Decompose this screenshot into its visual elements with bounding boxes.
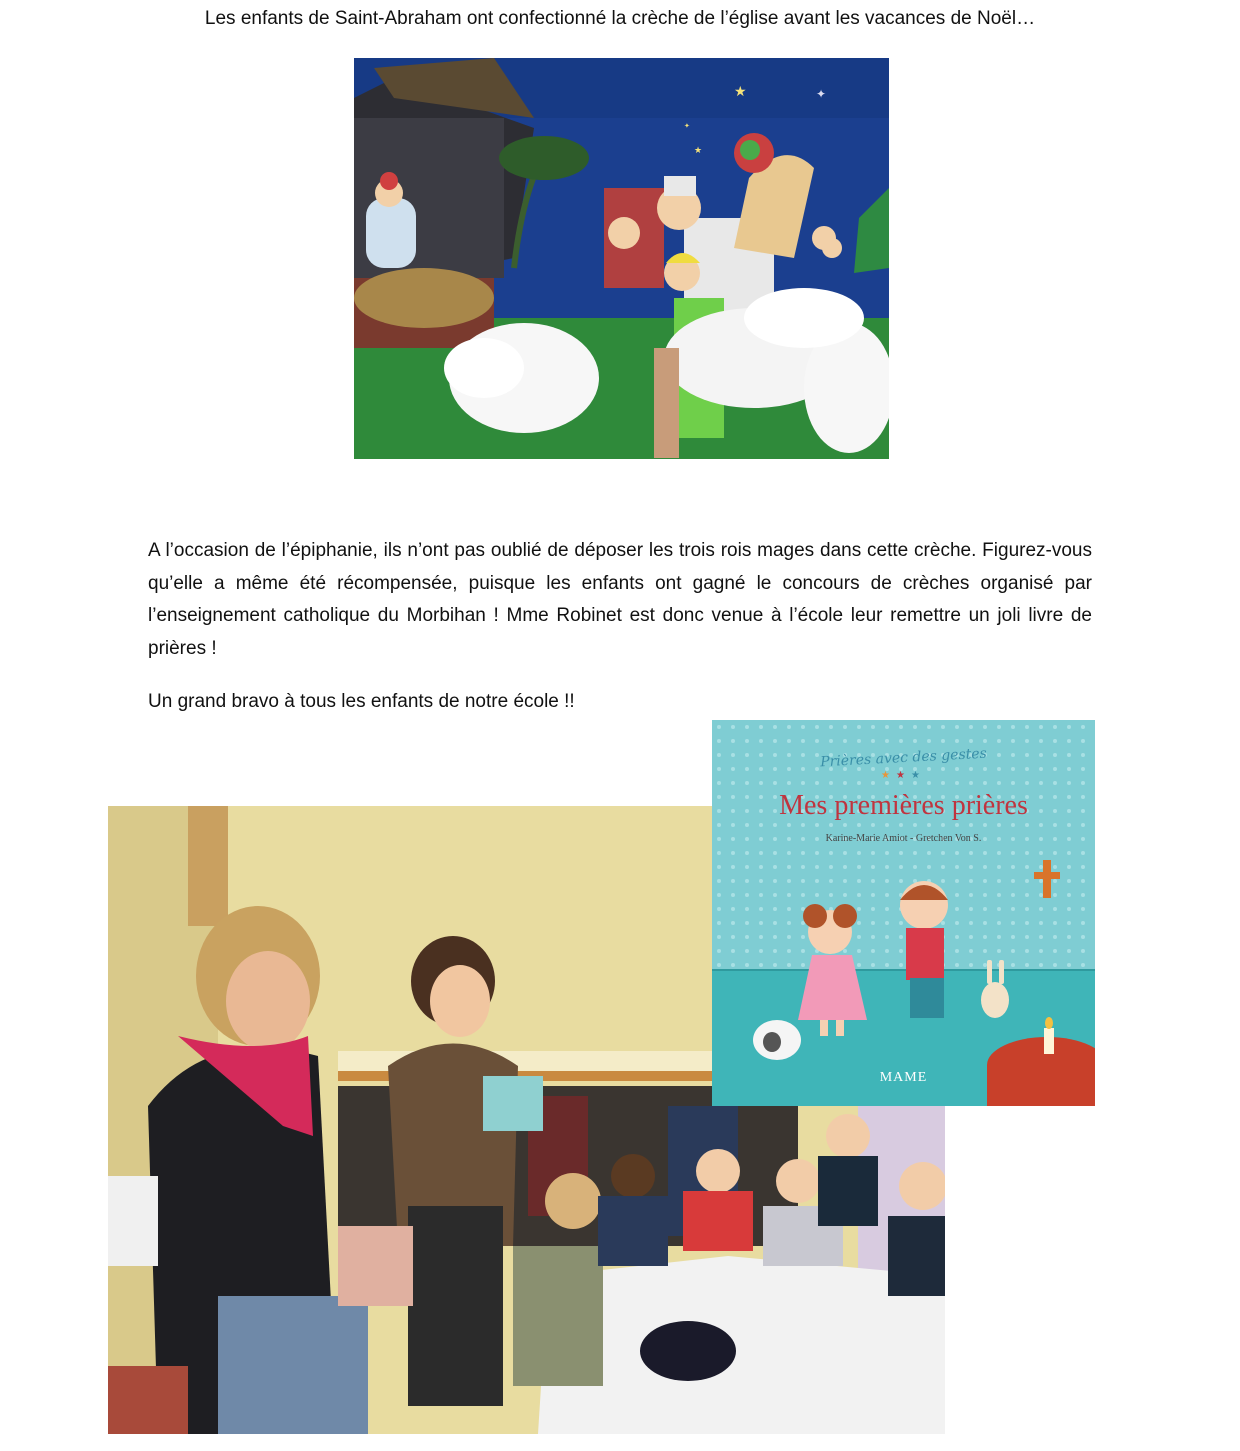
book-publisher-logo: MAME xyxy=(879,1070,928,1085)
svg-text:✦: ✦ xyxy=(816,87,827,101)
paragraph-epiphany: A l’occasion de l’épiphanie, ils n’ont pas oublié de déposer les trois rois mages dans cette crèche. Figurez-vous qu’elle a même été récompensée, puisque les enfants ont gagné le concours de crèches organisé par l’enseignement catholique du Morbihan ! Mme Robinet est donc venue à l’école leur remettre un joli livre de prières ! xyxy=(148,540,1092,659)
svg-text:★: ★ xyxy=(694,145,703,155)
nativity-scene-photo xyxy=(354,58,889,459)
intro-caption: Les enfants de Saint-Abraham ont confectionné la crèche de l’église avant les vacances de Noël… xyxy=(204,8,1036,29)
book-title: Mes premières prières xyxy=(779,790,1028,821)
svg-text:✦: ✦ xyxy=(684,123,690,130)
book-authors: Karine-Marie Amiot - Gretchen Von S. xyxy=(825,833,982,844)
paragraph-bravo: Un grand bravo à tous les enfants de notre école !! xyxy=(148,691,575,712)
book-stars-decoration: ★★★ xyxy=(881,770,926,781)
svg-text:★: ★ xyxy=(734,83,747,99)
book-cover-image xyxy=(712,720,1095,1106)
book-series-title: Prières avec des gestes xyxy=(819,745,988,771)
